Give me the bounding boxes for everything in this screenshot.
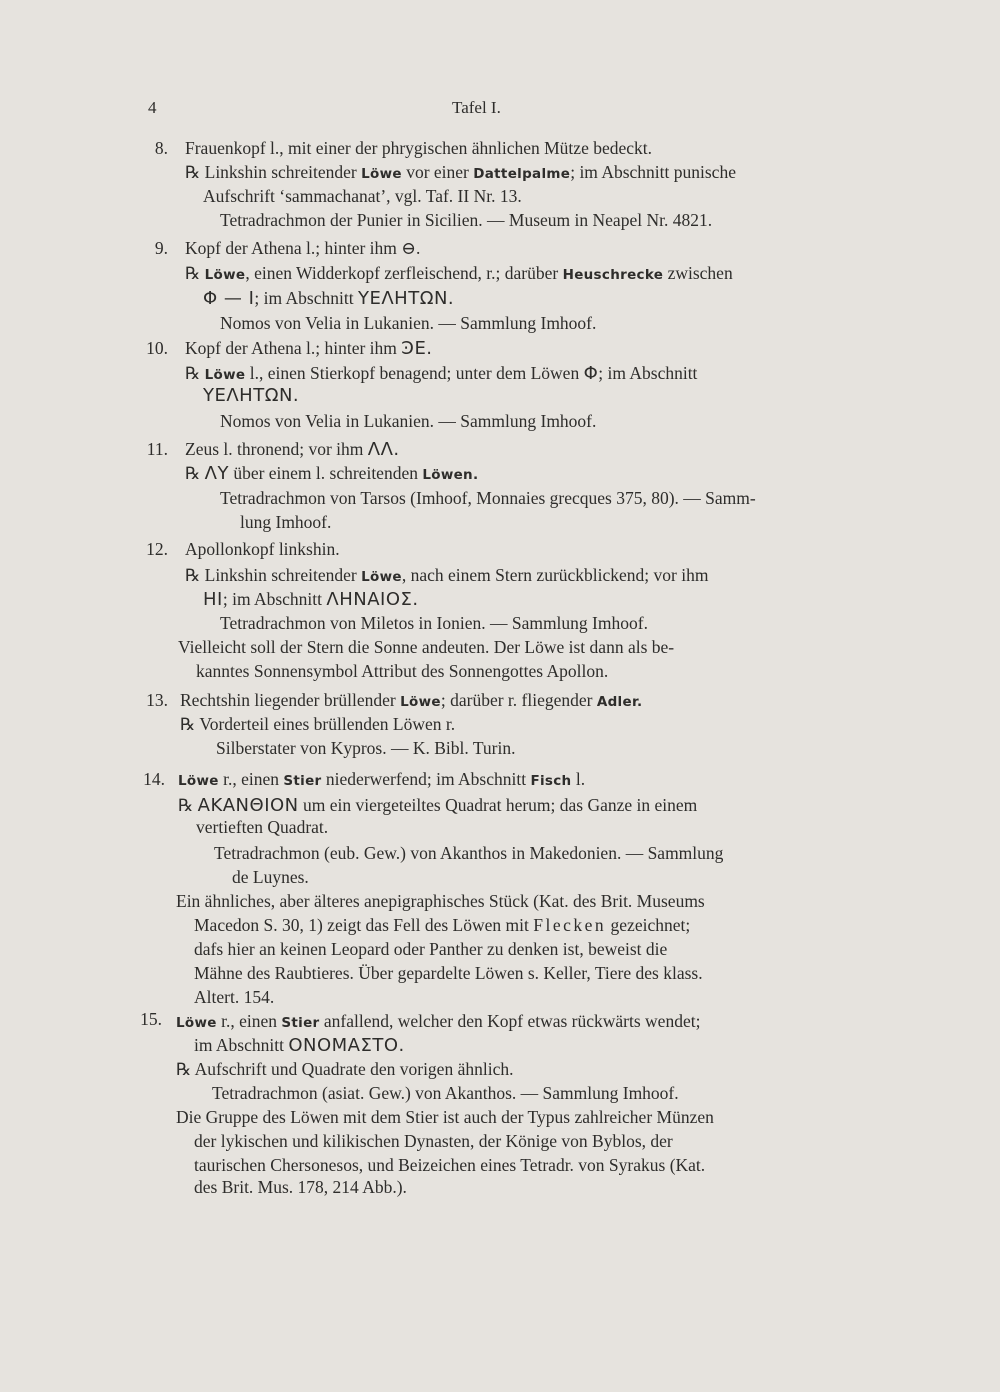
provenance: Tetradrachmon der Punier in Sicilien. — Museum in Neapel Nr. 4821. (220, 210, 713, 230)
commentary-line-2: der lykischen und kilikischen Dynasten, der Könige von Byblos, der (194, 1131, 673, 1151)
reverse-description: ℞ Linkshin schreitender Löwe vor einer Dattelpalme; im Abschnitt punische (185, 162, 736, 182)
page-number: 4 (148, 98, 157, 117)
reverse-description: ℞ Aufschrift und Quadrate den vorigen ähnlich. (176, 1059, 514, 1079)
reverse-inscription: Φ — I; im Abschnitt ΥΕΛΗΤΩΝ. (203, 288, 455, 309)
commentary: Vielleicht soll der Stern die Sonne andeuten. Der Löwe ist dann als be- (178, 637, 675, 657)
entry-number: 12. (146, 539, 168, 559)
provenance: Tetradrachmon von Miletos in Ionien. — Sammlung Imhoof. (220, 613, 648, 633)
provenance: Tetradrachmon (asiat. Gew.) von Akanthos. — Sammlung Imhoof. (212, 1083, 679, 1103)
provenance: Silberstater von Kypros. — K. Bibl. Turin. (216, 738, 516, 758)
entry-number: 9. (154, 238, 168, 258)
commentary-line-4: des Brit. Mus. 178, 214 Abb.). (194, 1177, 407, 1197)
page-header (0, 98, 1000, 126)
obverse-description: Löwe r., einen Stier niederwerfend; im Abschnitt Fisch l. (178, 769, 586, 789)
reverse-description-cont: vertieften Quadrat. (196, 817, 329, 837)
reverse-description: ℞ ΛΥ über einem l. schreitenden Löwen. (185, 463, 479, 484)
entry-number: 8. (154, 138, 168, 158)
commentary: Ein ähnliches, aber älteres anepigraphisches Stück (Kat. des Brit. Museums (176, 891, 705, 911)
provenance-cont: lung Imhoof. (240, 512, 332, 532)
commentary-line-4: Mähne des Raubtieres. Über gepardelte Löwen s. Keller, Tiere des klass. (194, 963, 703, 983)
provenance: Nomos von Velia in Lukanien. — Sammlung Imhoof. (220, 411, 597, 431)
reverse-symbol: ℞ (185, 163, 201, 182)
obverse-description: Frauenkopf l., mit einer der phrygischen ähnlichen Mütze bedeckt. (185, 138, 652, 158)
reverse-description: ℞ Linkshin schreitender Löwe, nach einem Stern zurückblickend; vor ihm (185, 565, 709, 585)
provenance: Nomos von Velia in Lukanien. — Sammlung Imhoof. (220, 313, 597, 333)
entry-number: 11. (146, 439, 168, 459)
reverse-description: ℞ Löwe l., einen Stierkopf benagend; unter dem Löwen Φ; im Abschnitt (185, 363, 698, 384)
provenance: Tetradrachmon (eub. Gew.) von Akanthos in Makedonien. — Sammlung (214, 843, 724, 863)
obverse-description: Löwe r., einen Stier anfallend, welcher den Kopf etwas rückwärts wendet; (176, 1011, 701, 1031)
commentary: Die Gruppe des Löwen mit dem Stier ist auch der Typus zahlreicher Münzen (176, 1107, 714, 1127)
commentary-line-2: Macedon S. 30, 1) zeigt das Fell des Löwen mit Flecken gezeichnet; (194, 915, 691, 935)
obverse-description: Kopf der Athena l.; hinter ihm ϿΕ. (185, 338, 433, 359)
obverse-description: Apollonkopf linkshin. (185, 539, 340, 559)
entry-number: 14. (143, 769, 165, 789)
provenance-cont: de Luynes. (232, 867, 309, 887)
obverse-description: Kopf der Athena l.; hinter ihm ⊖. (185, 238, 421, 258)
commentary-line-5: Altert. 154. (194, 987, 275, 1007)
commentary-line-3: dafs hier an keinen Leopard oder Panther zu denken ist, beweist die (194, 939, 668, 959)
reverse-description: ℞ Vorderteil eines brüllenden Löwen r. (180, 714, 456, 734)
running-title: Tafel I. (452, 98, 501, 117)
obverse-description-cont: im Abschnitt ΟΝΟΜΑΣΤΟ. (194, 1035, 405, 1056)
commentary-line-3: taurischen Chersonesos, und Beizeichen eines Tetradr. von Syrakus (Kat. (194, 1155, 706, 1175)
reverse-inscription: ΗΙ; im Abschnitt ΛΗΝΑΙΟΣ. (203, 589, 419, 610)
entry-number: 13. (146, 690, 168, 710)
reverse-description: ℞ Löwe, einen Widderkopf zerfleischend, r.; darüber Heuschrecke zwischen (185, 263, 733, 283)
commentary-cont: kanntes Sonnensymbol Attribut des Sonnengottes Apollon. (196, 661, 609, 681)
reverse-description: ℞ ΑΚΑΝΘΙΟΝ um ein viergeteiltes Quadrat herum; das Ganze in einem (178, 795, 698, 816)
obverse-description: Rechtshin liegender brüllender Löwe; darüber r. fliegender Adler. (180, 690, 643, 710)
reverse-inscription: ΥΕΛΗΤΩΝ. (203, 385, 300, 406)
entry-number: 10. (146, 338, 168, 358)
reverse-description-cont: Aufschrift ‘sammachanat’, vgl. Taf. II Nr. 13. (203, 186, 522, 206)
obverse-description: Zeus l. thronend; vor ihm ΛΛ. (185, 439, 400, 460)
entry-number: 15. (140, 1009, 162, 1029)
provenance: Tetradrachmon von Tarsos (Imhoof, Monnaies grecques 375, 80). — Samm- (220, 488, 756, 508)
